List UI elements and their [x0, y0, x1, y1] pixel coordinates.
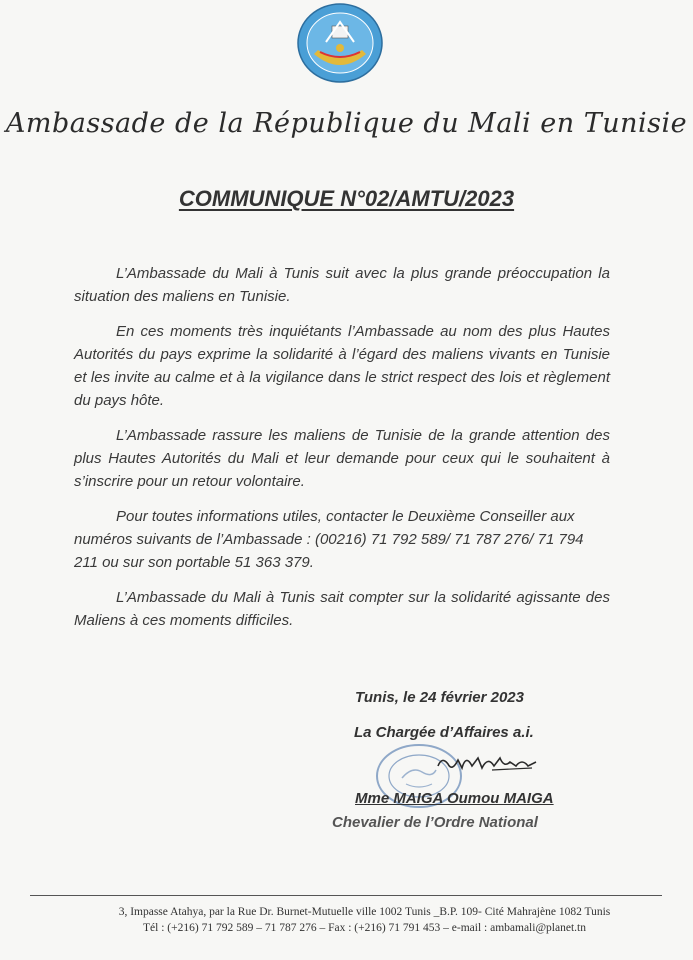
embassy-letterhead-title: Ambassade de la République du Mali en Tunisie [5, 108, 688, 139]
handwritten-signature [432, 748, 542, 778]
paragraph-1: L’Ambassade du Mali à Tunis suit avec la plus grande préoccupation la situation des maliens en Tunisie. [74, 265, 610, 305]
paragraph-2: En ces moments très inquiétants l’Ambassade au nom des plus Hautes Autorités du pays exprime la solidarité à l’égard des maliens vivants en Tunisie et les invite au calme et à la vigilance dans le strict respect des lois et règlement du pays hôte. [74, 323, 610, 409]
signatory-role: La Chargée d’Affaires a.i. [354, 724, 534, 741]
communique-body [74, 262, 610, 632]
communique-heading: COMMUNIQUE N°02/AMTU/2023 [178, 186, 515, 211]
paragraph-4: Pour toutes informations utiles, contacter le Deuxième Conseiller aux numéros suivants de l’Ambassade : (00216) 71 792 589/ 71 787 276/ 71 794 211 ou sur son portable 51 363 379. [74, 508, 584, 571]
place-and-date: Tunis, le 24 février 2023 [355, 689, 524, 706]
footer-contact: Tél : (+216) 71 792 589 – 71 787 276 – Fax : (+216) 71 791 453 – e-mail : ambamali@planet.tn [143, 922, 586, 934]
signatory-name: Mme MAIGA Oumou MAIGA [355, 790, 554, 807]
footer-address: 3, Impasse Atahya, par la Rue Dr. Burnet-Mutuelle ville 1002 Tunis _B.P. 109- Cité Mahrajène 1082 Tunis [118, 906, 611, 918]
footer-divider [30, 895, 662, 896]
paragraph-5: L’Ambassade du Mali à Tunis sait compter sur la solidarité agissante des Maliens à ces moments difficiles. [74, 589, 610, 629]
signatory-honor: Chevalier de l’Ordre National [332, 814, 538, 831]
paragraph-3: L’Ambassade rassure les maliens de Tunisie de la grande attention des plus Hautes Autorités du Mali et leur demande pour ceux qui le souhaitent à s’inscrire pour un retour volontaire. [74, 427, 610, 490]
mali-embassy-seal-icon [296, 2, 384, 84]
